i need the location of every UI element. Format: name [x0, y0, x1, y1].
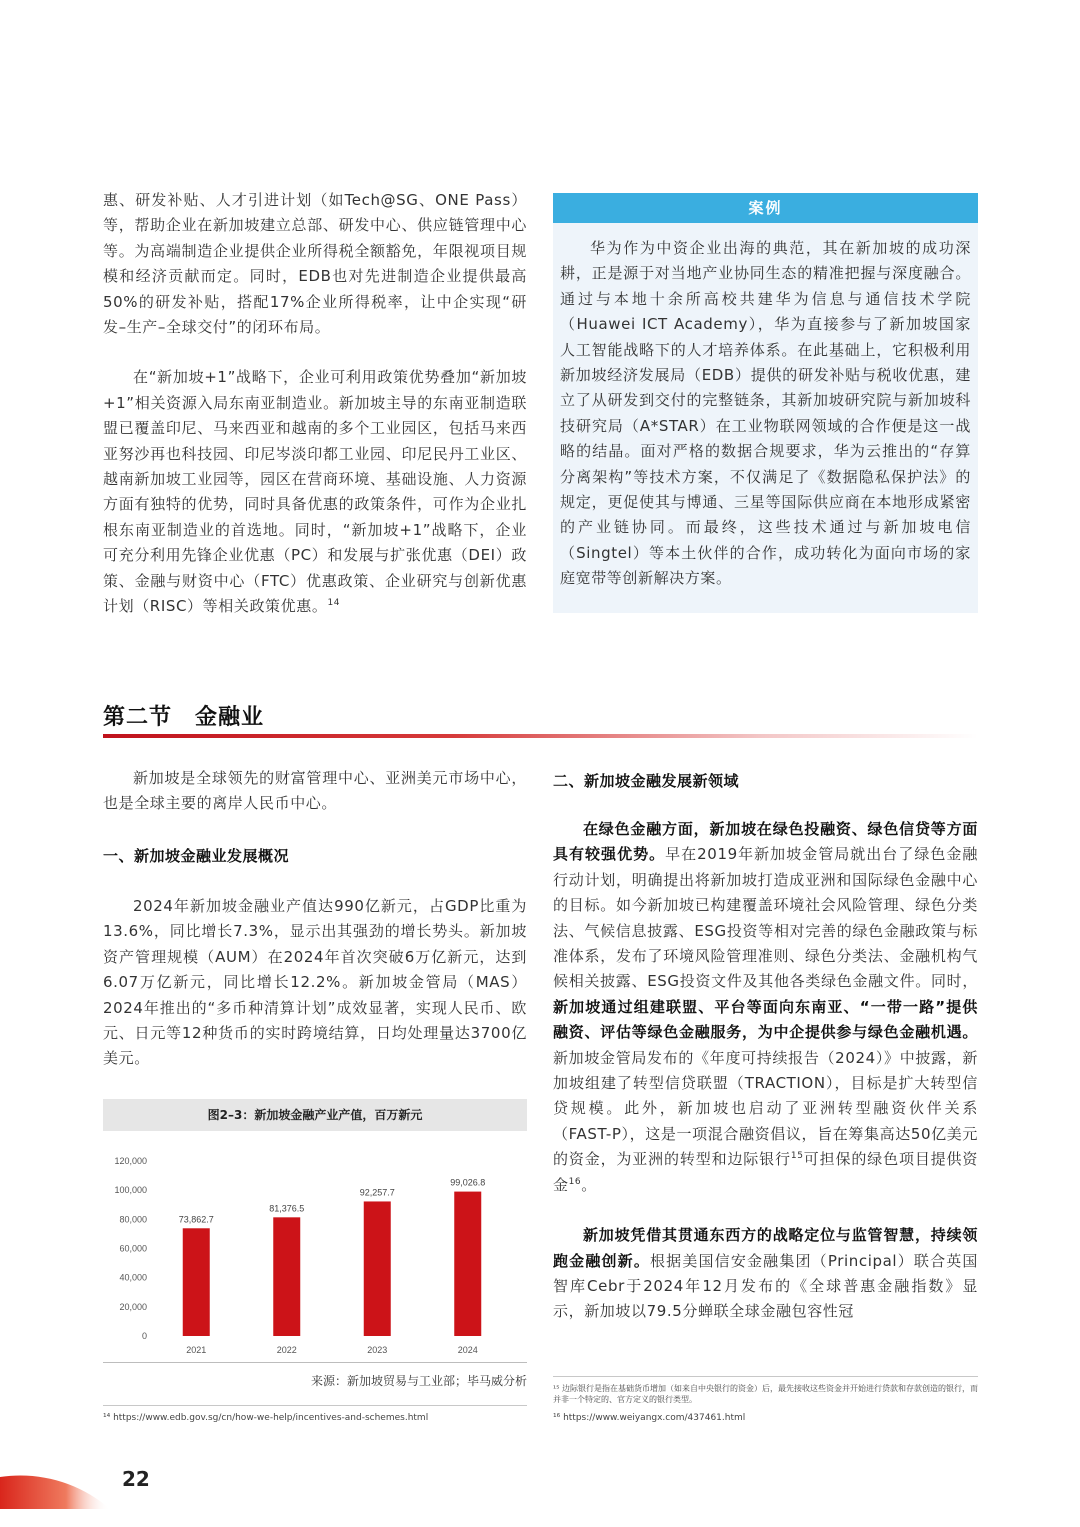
green-text-4: 。	[581, 1175, 597, 1194]
chart-source: 来源：新加坡贸易与工业部；毕马威分析	[310, 1374, 527, 1388]
green-text-2: 新加坡金管局发布的《年度可持续报告（2024）》中披露，新加坡组建了转型信贷联盟（TRACTION），目标是扩大转型信贷规模。此外，新加坡也启动了亚洲转型融资伙伴关系（FAST-P），这是一项混合融资倡议，旨在筹集高达50亿美元的资金，为亚洲的转型和边际银行	[553, 1048, 978, 1169]
innovation-paragraph	[553, 1223, 978, 1325]
left-finance-intro	[103, 766, 527, 817]
bar-2024	[454, 1192, 481, 1336]
bar-2021	[183, 1228, 210, 1336]
chart-title: 图2–3：新加坡金融产业产值，百万新元	[103, 1099, 527, 1131]
left-top-block	[103, 188, 527, 620]
green-bold-1: 在绿色金融方面，新加坡在绿色投融资、绿色信贷等方面具有较强优势。	[553, 820, 978, 864]
paragraph-singapore-plus-one-text: 在“新加坡+1”战略下，企业可利用政策优势叠加“新加坡+1”相关资源入局东南亚制造业。新加坡主导的东南亚制造联盟已覆盖印尼、马来西亚和越南的多个工业园区，包括马来西亚努沙再也科技园、印尼岑淡印都工业园、印尼民丹工业区、越南新加坡工业园等，园区在营商环境、基础设施、人力资源方面有独特的优势，同时具备优惠的政策条件，可作为企业扎根东南亚制造业的首选地。同时，“新加坡+1”战略下，企业可充分利用先锋企业优惠（PC）和发展与扩张优惠（DEI）政策、金融与财资中心（FTC）优惠政策、企业研究与创新优惠计划（RISC）等相关政策优惠。	[103, 368, 527, 616]
bar-2022	[273, 1217, 300, 1336]
subheading-new-areas: 二、新加坡金融发展新领域	[553, 772, 740, 790]
y-tick-label: 60,000	[119, 1243, 147, 1254]
y-tick-label: 120,000	[114, 1156, 147, 1166]
overview-text: 2024年新加坡金融业产值达990亿新元，占GDP比重为13.6%，同比增长7.3%，显示出其强劲的增长势头。新加坡资产管理规模（AUM）在2024年首次突破6万亿新元，达到6.07万亿新元，同比增长12.2%。新加坡金管局（MAS）2024年推出的“多币种清算计划”成效显著，实现人民币、欧元、日元等12种货币的实时跨境结算，日均处理量达3700亿美元。	[103, 897, 527, 1068]
footnote-ref-14[interactable]: 14	[327, 598, 341, 609]
page-number: 22	[122, 1467, 150, 1491]
case-text: 华为作为中资企业出海的典范，其在新加坡的成功深耕，正是源于对当地产业协同生态的精准把握与深度融合。通过与本地十余所高校共建华为信息与通信技术学院（Huawei ICT Academy），华为直接参与了新加坡国家人工智能战略下的人才培养体系。在此基础上，它积极利用新加坡经济发展局（EDB）提供的研发补贴与税收优惠，建立了从研发到交付的完整链条，其新加坡研究院与新加坡科技研究局（A*STAR）在工业物联网领域的合作便是这一战略的结晶。面对严格的数据合规要求，华为云推出的“存算分离架构”等技术方案，不仅满足了《数据隐私保护法》的规定，更促使其与博通、三星等国际供应商在本地形成紧密的产业链协同。而最终，这些技术通过与新加坡电信（Singtel）等本土伙伴的合作，成功转化为面向市场的家庭宽带等创新解决方案。	[560, 239, 971, 588]
green-text-1: 早在2019年新加坡金管局就出台了绿色金融行动计划，明确提出将新加坡打造成亚洲和国际绿色金融中心的目标。如今新加坡已构建覆盖环境社会风险管理、绿色分类法、气候信息披露、ESG投资等相对完善的绿色金融政策与标准体系，发布了环境风险管理准则、绿色分类法、金融机构气候相关披露、ESG投资文件及其他各类绿色金融文件。同时，	[553, 845, 978, 991]
x-tick-label-2021: 2021	[186, 1345, 207, 1355]
finance-intro: 新加坡是全球领先的财富管理中心、亚洲美元市场中心，也是全球主要的离岸人民币中心。	[103, 769, 527, 813]
left-overview-block	[103, 894, 527, 1072]
paragraph-incentives	[103, 188, 527, 340]
y-tick-label: 100,000	[114, 1185, 147, 1196]
value-label-2023: 92,257.7	[359, 1187, 395, 1198]
green-finance-paragraph	[553, 817, 978, 1198]
case-box	[553, 193, 978, 613]
x-tick-label-2022: 2022	[276, 1345, 297, 1355]
chart-area	[103, 1131, 527, 1361]
paragraph-incentives-rest: 等，帮助企业在新加坡建立总部、研发中心、供应链管理中心等。为高端制造企业提供企业所得税全额豁免，年限视项目规模和经济贡献而定。同时，EDB也对先进制造企业提供最高50%的研发补贴，搭配17%企业所得税率，让中企实现“研发–生产–全球交付”的闭环布局。	[103, 216, 527, 337]
footnote-ref-16[interactable]: 16	[568, 1176, 582, 1187]
footnote-15: ¹⁵ 边际银行是指在基础货币增加（如来自中央银行的资金）后，最先接收这些资金并开始进行贷款和存款创造的银行，而并非一个特定的、官方定义的银行类型。	[553, 1384, 978, 1404]
chart-bottom-rule	[103, 1362, 527, 1363]
section-divider	[103, 734, 978, 738]
value-label-2024: 99,026.8	[450, 1177, 486, 1188]
footnote-rule-right	[553, 1376, 978, 1377]
y-tick-label: 0	[141, 1331, 147, 1341]
case-header: 案例	[553, 193, 978, 223]
green-text-3: 可担保的绿色项目提供资金	[553, 1150, 978, 1194]
value-label-2021: 73,862.7	[178, 1214, 214, 1225]
subheading-overview: 一、新加坡金融业发展概况	[103, 847, 290, 865]
footnote-16[interactable]: ¹⁶ https://www.weiyangx.com/437461.html	[553, 1413, 746, 1423]
finance-output-bar-chart	[103, 1131, 527, 1361]
x-tick-label-2024: 2024	[457, 1345, 478, 1355]
bar-2023	[364, 1201, 391, 1336]
value-label-2022: 81,376.5	[269, 1203, 305, 1214]
paragraph-incentives-line1: 惠、研发补贴、人才引进计划（如Tech@SG、ONE Pass）	[103, 191, 527, 209]
green-bold-2: 新加坡通过组建联盟、平台等面向东南亚、“一带一路”提供融资、评估等绿色金融服务，为中企提供参与绿色金融机遇。	[553, 997, 978, 1042]
right-green-block	[553, 817, 978, 1325]
innovation-bold: 新加坡凭借其贯通东西方的战略定位与监管智慧，持续领跑金融创新。	[553, 1226, 978, 1270]
section-title: 第二节 金融业	[103, 705, 265, 730]
y-tick-label: 20,000	[119, 1301, 147, 1312]
footnote-rule-left	[103, 1405, 527, 1406]
y-tick-label: 80,000	[119, 1214, 147, 1225]
paragraph-singapore-plus-one	[103, 365, 527, 619]
x-tick-label-2023: 2023	[367, 1345, 388, 1355]
y-tick-label: 40,000	[119, 1272, 147, 1283]
footnote-ref-15[interactable]: 15	[790, 1151, 804, 1162]
footnote-14[interactable]: ¹⁴ https://www.edb.gov.sg/cn/how-we-help/incentives-and-schemes.html	[103, 1413, 429, 1423]
innovation-text: 根据美国信安金融集团（Principal）联合英国智库Cebr于2024年12月发布的《全球普惠金融指数》显示，新加坡以79.5分蝉联全球金融包容性冠	[553, 1251, 979, 1321]
page-number-decoration	[0, 1465, 120, 1509]
